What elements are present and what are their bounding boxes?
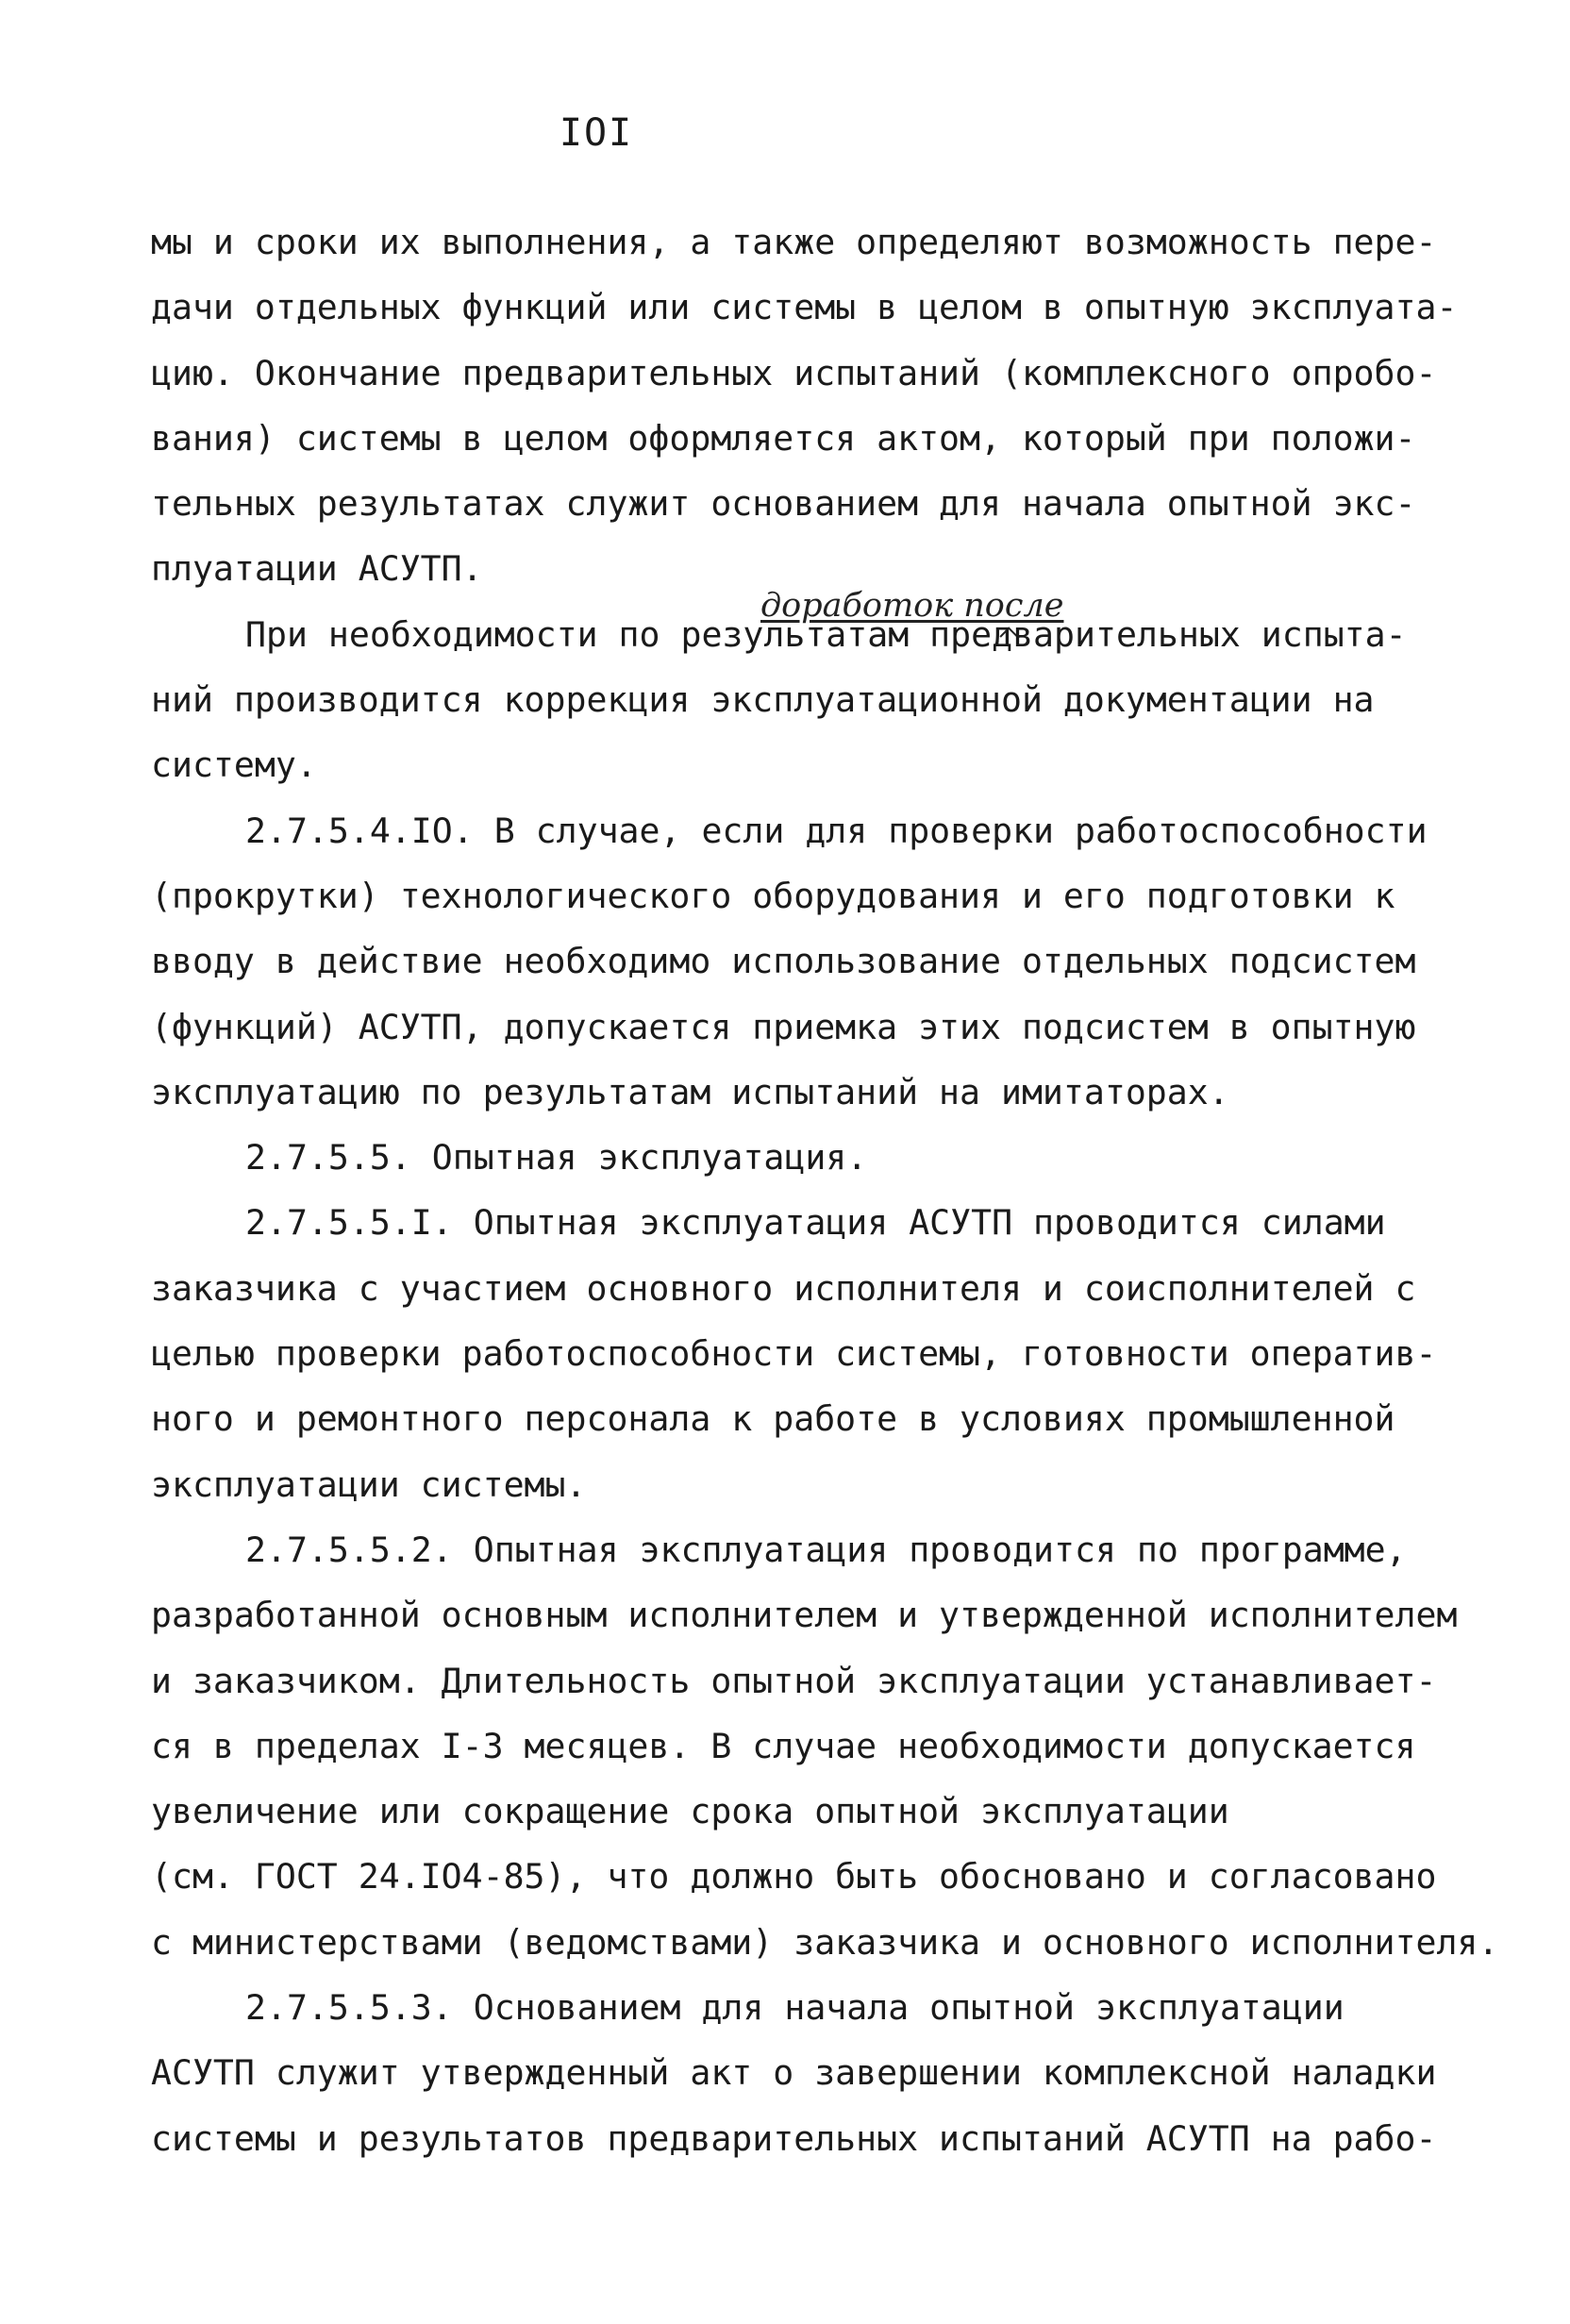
text-line: (функций) АСУТП, допускается приемка этих подсистем в опытную bbox=[151, 1006, 1416, 1047]
text-line: 2.7.5.5.2. Опытная эксплуатация проводится по программе, bbox=[245, 1529, 1407, 1570]
text-line: 2.7.5.5.I. Опытная эксплуатация АСУТП проводится силами bbox=[245, 1202, 1386, 1244]
text-line: ся в пределах I-3 месяцев. В случае необходимости допускается bbox=[151, 1725, 1416, 1766]
text-line: ний производится коррекция эксплуатационной документации на bbox=[151, 679, 1375, 721]
text-line: АСУТП служит утвержденный акт о завершении комплексной наладки bbox=[151, 2052, 1437, 2094]
text-line: с министерствами (ведомствами) заказчика и основного исполнителя. bbox=[151, 1921, 1499, 1963]
body-text bbox=[151, 209, 1499, 2171]
text-line: ного и ремонтного персонала к работе в условиях промышленной bbox=[151, 1398, 1395, 1440]
text-line: заказчика с участием основного исполнителя и соисполнителей с bbox=[151, 1267, 1416, 1309]
text-line: вводу в действие необходимо использование отдельных подсистем bbox=[151, 941, 1416, 982]
text-line: эксплуатацию по результатам испытаний на имитаторах. bbox=[151, 1071, 1229, 1112]
text-line: дачи отдельных функций или системы в целом в опытную эксплуата- bbox=[151, 287, 1458, 328]
text-line: (прокрутки) технологического оборудования и его подготовки к bbox=[151, 875, 1395, 916]
section-heading: 2.7.5.5. Опытная эксплуатация. bbox=[245, 1137, 868, 1179]
text-line: (см. ГОСТ 24.IO4-85), что должно быть обосновано и согласовано bbox=[151, 1856, 1437, 1898]
handwritten-insertion: доработок после bbox=[760, 587, 1064, 625]
text-line: систему. bbox=[151, 744, 317, 786]
text-line: 2.7.5.4.IO. В случае, если для проверки работоспособности bbox=[245, 810, 1428, 851]
text-line: вания) системы в целом оформляется актом, который при положи- bbox=[151, 417, 1416, 459]
text-line: целью проверки работоспособности системы, готовности оператив- bbox=[151, 1333, 1437, 1375]
text-line: разработанной основным исполнителем и утвержденной исполнителем bbox=[151, 1595, 1458, 1636]
text-line: эксплуатации системы. bbox=[151, 1463, 587, 1505]
text-line: мы и сроки их выполнения, а также определяют возможность пере- bbox=[151, 222, 1437, 262]
text-line: цию. Окончание предварительных испытаний (комплексного опробо- bbox=[151, 352, 1437, 393]
text-line: плуатации АСУТП. bbox=[151, 548, 483, 590]
page-number: IOI bbox=[559, 111, 634, 155]
text-line: тельных результатах служит основанием для начала опытной экс- bbox=[151, 483, 1416, 525]
text-line: системы и результатов предварительных испытаний АСУТП на рабо- bbox=[151, 2117, 1437, 2159]
text-line: увеличение или сокращение срока опытной эксплуатации bbox=[151, 1791, 1229, 1832]
text-line: и заказчиком. Длительность опытной эксплуатации устанавливает- bbox=[151, 1660, 1437, 1701]
text-line: При необходимости по результатам предварительных испыта- bbox=[245, 613, 1407, 655]
text-line: 2.7.5.5.3. Основанием для начала опытной эксплуатации bbox=[245, 1987, 1345, 2029]
